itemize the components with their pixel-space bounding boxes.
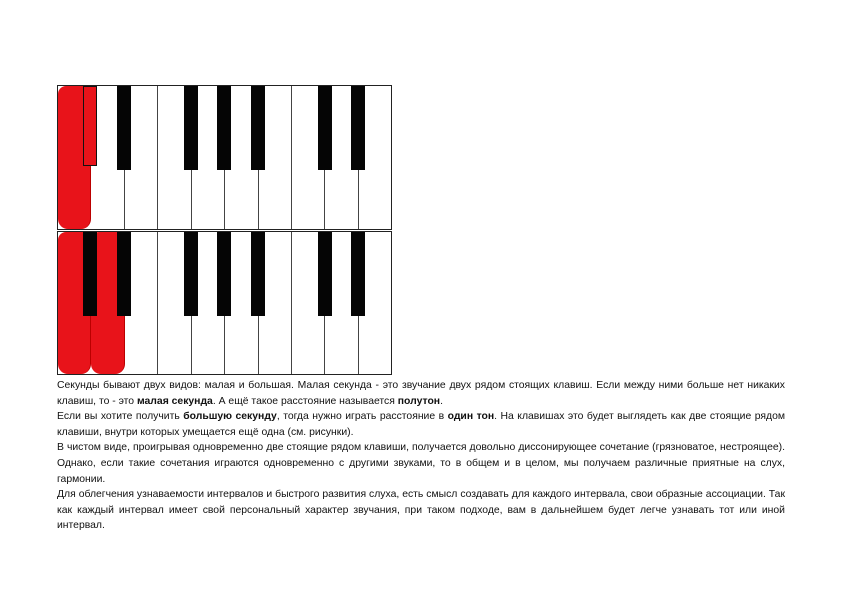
black-key-dsharp2 (351, 232, 365, 316)
paragraph-minor-second: Секунды бывают двух видов: малая и большая. Малая секунда - это звучание двух рядом стоящих клавиш. Если между ними больше нет никаких клавиш, то - это малая секунда. А ещё такое расстояние называется полутон. (57, 380, 785, 407)
black-key-gsharp (217, 86, 231, 170)
article-text (57, 378, 785, 534)
black-key-dsharp (117, 232, 131, 316)
black-key-asharp (251, 86, 265, 170)
black-key-dsharp2 (351, 86, 365, 170)
black-key-csharp2 (318, 86, 332, 170)
major-second-keyboard (57, 231, 392, 375)
black-key-csharp (83, 232, 97, 316)
minor-second-keyboard (57, 85, 392, 230)
black-key-fsharp (184, 86, 198, 170)
paragraph-dissonance: В чистом виде, проигрывая одновременно две стоящие рядом клавиши, получается довольно диссонирующее сочетание (грязноватое, нестроящее). Однако, если такие сочетания играются одновременно с другими звуками, то в общем и в целом, мы получаем различные приятные на слух, гармонии. (57, 442, 785, 485)
black-key-csharp2 (318, 232, 332, 316)
black-key-dsharp (117, 86, 131, 170)
black-key-asharp (251, 232, 265, 316)
black-key-gsharp (217, 232, 231, 316)
paragraph-associations: Для облегчения узнаваемости интервалов и быстрого развития слуха, есть смысл создавать для каждого интервала, свои образные ассоциации. Так как каждый интервал имеет свой персональный характер звучания, при таком подходе, вам в дальнейшем будет легче узнавать тот или иной интервал. (57, 489, 785, 532)
black-key-fsharp (184, 232, 198, 316)
paragraph-major-second: Если вы хотите получить большую секунду, тогда нужно играть расстояние в один тон. На клавишах это будет выглядеть как две стоящие рядом клавиши, внутри которых умещается ещё одна (см. рисунки). (57, 411, 785, 438)
black-key-csharp-highlighted (83, 86, 97, 166)
